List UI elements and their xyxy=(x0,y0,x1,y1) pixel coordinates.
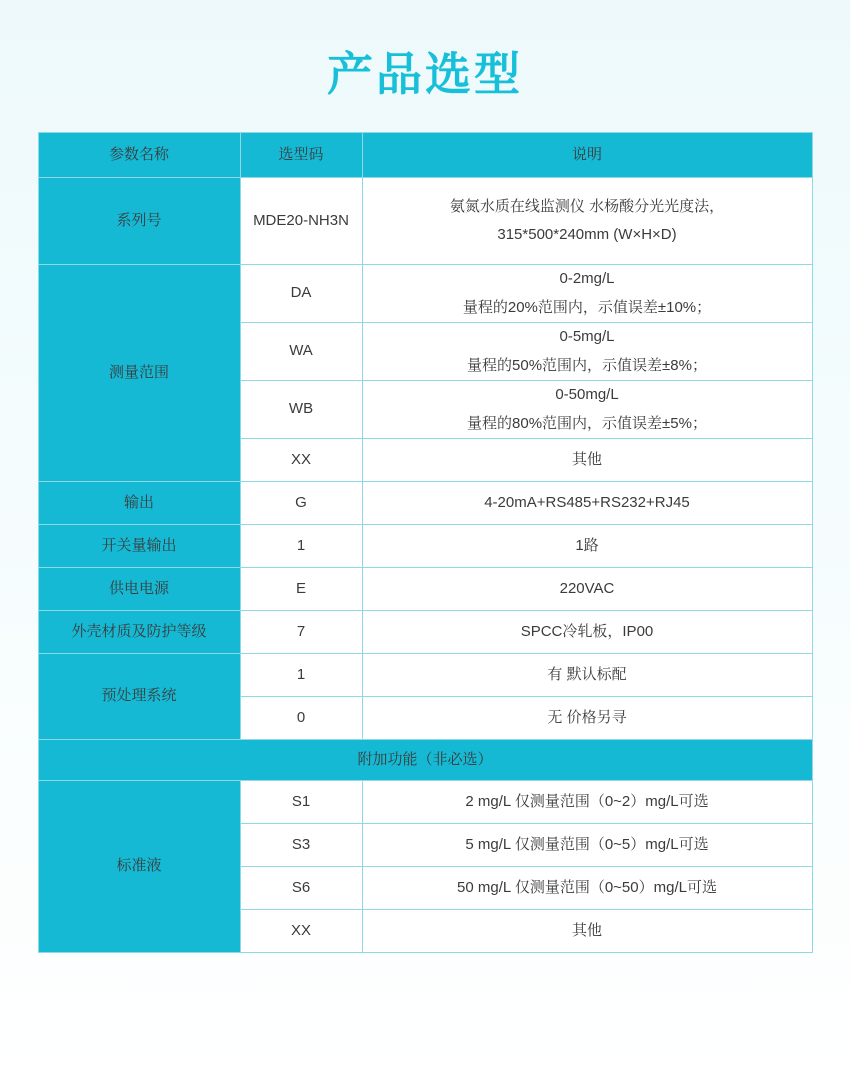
product-selection-table xyxy=(38,132,813,953)
row-code-series: MDE20-NH3N xyxy=(240,178,362,265)
row-code-da: DA xyxy=(240,265,362,323)
row-desc-da xyxy=(362,265,812,323)
row-desc-power-supply: 220VAC xyxy=(362,568,812,611)
row-desc-output: 4-20mA+RS485+RS232+RJ45 xyxy=(362,482,812,525)
header-description: 说明 xyxy=(362,133,812,178)
row-code-power-supply: E xyxy=(240,568,362,611)
table-row xyxy=(38,525,812,568)
section-title-additional-functions: 附加功能（非必选） xyxy=(38,740,812,781)
row-label-standard-solution: 标准液 xyxy=(38,781,240,953)
table-row xyxy=(38,482,812,525)
row-desc-s6: 50 mg/L 仅测量范围（0~50）mg/L可选 xyxy=(362,867,812,910)
row-code-xx-range: XX xyxy=(240,439,362,482)
desc-line: 0-5mg/L xyxy=(559,328,615,345)
row-code-s3: S3 xyxy=(240,824,362,867)
table-row xyxy=(38,568,812,611)
header-selection-code: 选型码 xyxy=(240,133,362,178)
row-code-s1: S1 xyxy=(240,781,362,824)
row-desc-s1: 2 mg/L 仅测量范围（0~2）mg/L可选 xyxy=(362,781,812,824)
row-code-enclosure: 7 xyxy=(240,611,362,654)
desc-line: 量程的20%范围内，示值误差±10%； xyxy=(462,298,712,316)
desc-line: 0-50mg/L xyxy=(555,386,619,403)
row-code-switch-output: 1 xyxy=(240,525,362,568)
desc-line: 量程的80%范围内，示值误差±5%； xyxy=(467,414,707,432)
row-label-series: 系列号 xyxy=(38,178,240,265)
table-row xyxy=(38,265,812,323)
row-code-xx-standard: XX xyxy=(240,910,362,953)
desc-line: 315*500*240mm (W×H×D) xyxy=(497,226,677,243)
row-code-wb: WB xyxy=(240,381,362,439)
row-desc-xx-standard: 其他 xyxy=(362,910,812,953)
row-code-pretreatment-0: 0 xyxy=(240,697,362,740)
row-desc-xx-range: 其他 xyxy=(362,439,812,482)
table-row xyxy=(38,781,812,824)
row-code-output: G xyxy=(240,482,362,525)
row-code-pretreatment-1: 1 xyxy=(240,654,362,697)
row-desc-pretreatment-1: 有 默认标配 xyxy=(362,654,812,697)
row-desc-pretreatment-0: 无 价格另寻 xyxy=(362,697,812,740)
row-label-output: 输出 xyxy=(38,482,240,525)
row-desc-series xyxy=(362,178,812,265)
table-row xyxy=(38,178,812,265)
row-desc-switch-output: 1路 xyxy=(362,525,812,568)
desc-line: 氨氮水质在线监测仪 水杨酸分光光度法， xyxy=(449,197,725,215)
table-row xyxy=(38,611,812,654)
row-label-power-supply: 供电电源 xyxy=(38,568,240,611)
desc-line: 0-2mg/L xyxy=(559,270,615,287)
row-label-switch-output: 开关量输出 xyxy=(38,525,240,568)
row-code-s6: S6 xyxy=(240,867,362,910)
table-row xyxy=(38,654,812,697)
page-title: 产品选型 xyxy=(327,47,523,101)
row-label-pretreatment: 预处理系统 xyxy=(38,654,240,740)
header-parameter-name: 参数名称 xyxy=(38,133,240,178)
row-label-measuring-range: 测量范围 xyxy=(38,265,240,482)
row-code-wa: WA xyxy=(240,323,362,381)
row-desc-wb xyxy=(362,381,812,439)
desc-line: 量程的50%范围内，示值误差±8%； xyxy=(467,356,707,374)
table-header-row xyxy=(38,133,812,178)
row-label-enclosure: 外壳材质及防护等级 xyxy=(38,611,240,654)
row-desc-s3: 5 mg/L 仅测量范围（0~5）mg/L可选 xyxy=(362,824,812,867)
row-desc-wa xyxy=(362,323,812,381)
section-row-additional-functions xyxy=(38,740,812,781)
row-desc-enclosure: SPCC冷轧板，IP00 xyxy=(362,611,812,654)
